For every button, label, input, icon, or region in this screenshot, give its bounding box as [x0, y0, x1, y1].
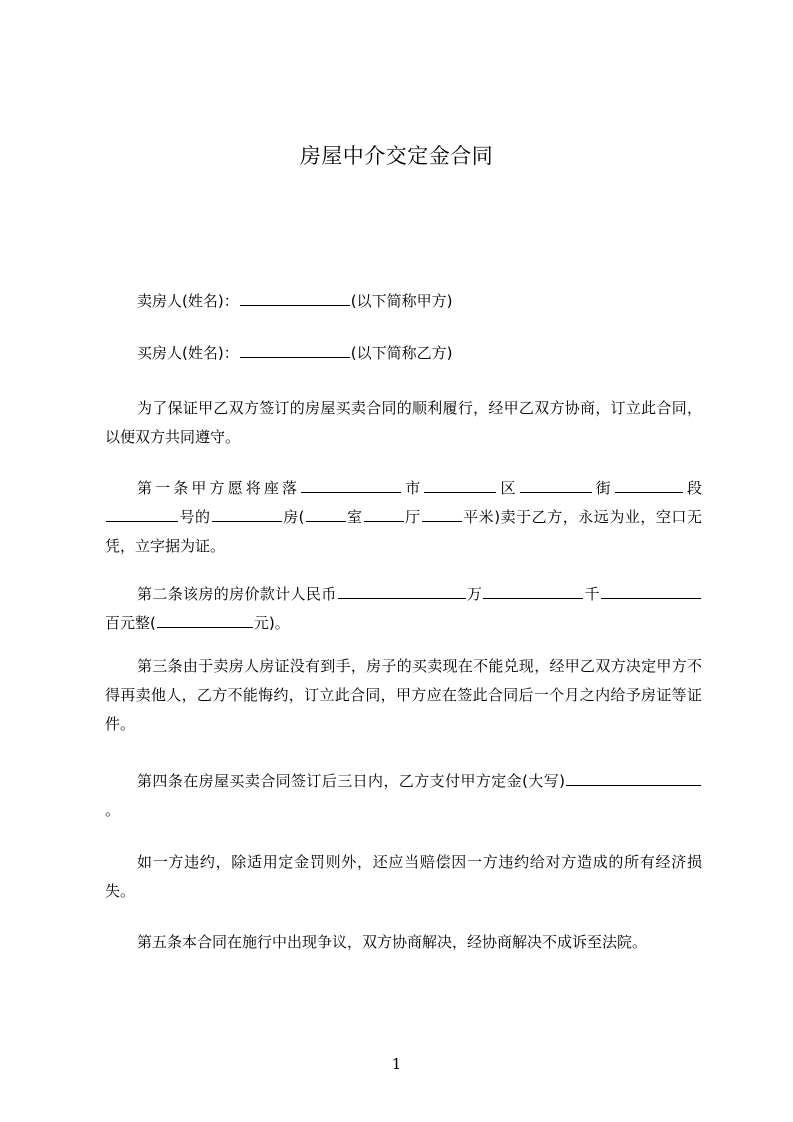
- city-blank[interactable]: [301, 477, 401, 493]
- district-label: 区: [497, 479, 519, 497]
- preamble-paragraph: 为了保证甲乙双方签订的房屋买卖合同的顺利履行，经甲乙双方协商，订立此合同，以便双方共同遵守。: [105, 399, 702, 446]
- article-4-paragraph: [105, 767, 702, 825]
- seller-line: [105, 287, 702, 316]
- street-blank[interactable]: [520, 477, 592, 493]
- hundreds-blank[interactable]: [601, 583, 701, 599]
- document-title: 房屋中介交定金合同: [299, 144, 494, 168]
- seller-label: 卖房人(姓名)：: [137, 292, 239, 310]
- house-blank[interactable]: [212, 506, 282, 522]
- article-2-paragraph: [105, 580, 702, 638]
- halls-label: 厅: [404, 508, 421, 526]
- halls-blank[interactable]: [364, 506, 404, 522]
- article-2-tail: 元)。: [253, 614, 290, 632]
- thousands-blank[interactable]: [483, 583, 583, 599]
- article-5-paragraph: 第五条本合同在施行中出现争议，双方协商解决，经协商解决不成诉至法院。: [137, 933, 648, 951]
- street-label: 街: [592, 479, 614, 497]
- thousands-label: 千: [584, 585, 600, 603]
- deposit-amount-blank[interactable]: [566, 770, 701, 786]
- number-blank[interactable]: [106, 506, 178, 522]
- seller-name-blank[interactable]: [240, 290, 350, 306]
- article-3-paragraph: 第三条由于卖房人房证没有到手，房子的买卖现在不能兑现，经甲乙双方决定甲方不得再卖他人，乙方不能悔约，订立此合同，甲方应在签此合同后一个月之内给予房证等证件。: [105, 657, 702, 733]
- article-1-paragraph: [105, 474, 702, 561]
- buyer-line: [105, 339, 702, 368]
- ten-thousands-label: 万: [466, 585, 483, 603]
- article-4-text: 第四条在房屋买卖合同签订后三日内，乙方支付甲方定金(大写): [137, 772, 565, 790]
- section-label: 段: [683, 479, 702, 497]
- breach-paragraph: 如一方违约，除适用定金罚则外，还应当赔偿因一方违约给对方造成的所有经济损失。: [105, 853, 702, 900]
- buyer-suffix: (以下简称乙方): [350, 344, 453, 362]
- section-blank[interactable]: [615, 477, 683, 493]
- seller-suffix: (以下简称甲方): [350, 292, 453, 310]
- rooms-label: 室: [346, 508, 363, 526]
- page-number: 1: [391, 1055, 402, 1073]
- house-label: 房(: [282, 508, 305, 526]
- article-1-text: 第一条甲方愿将座落: [137, 479, 301, 497]
- number-label: 号的: [179, 508, 211, 526]
- district-blank[interactable]: [424, 477, 496, 493]
- article-4-tail: 。: [105, 801, 121, 819]
- amount-blank[interactable]: [157, 612, 253, 628]
- ten-thousands-blank[interactable]: [338, 583, 466, 599]
- buyer-name-blank[interactable]: [240, 342, 350, 358]
- rooms-blank[interactable]: [306, 506, 346, 522]
- buyer-label: 买房人(姓名)：: [137, 344, 239, 362]
- article-1-tail: 平米)卖于乙方，永远为业，空口无凭，立字据为证。: [105, 508, 702, 555]
- article-2-text: 第二条该房的房价款计人民币: [137, 585, 337, 603]
- city-label: 市: [402, 479, 424, 497]
- area-blank[interactable]: [422, 506, 462, 522]
- hundreds-label: 百元整(: [105, 614, 156, 632]
